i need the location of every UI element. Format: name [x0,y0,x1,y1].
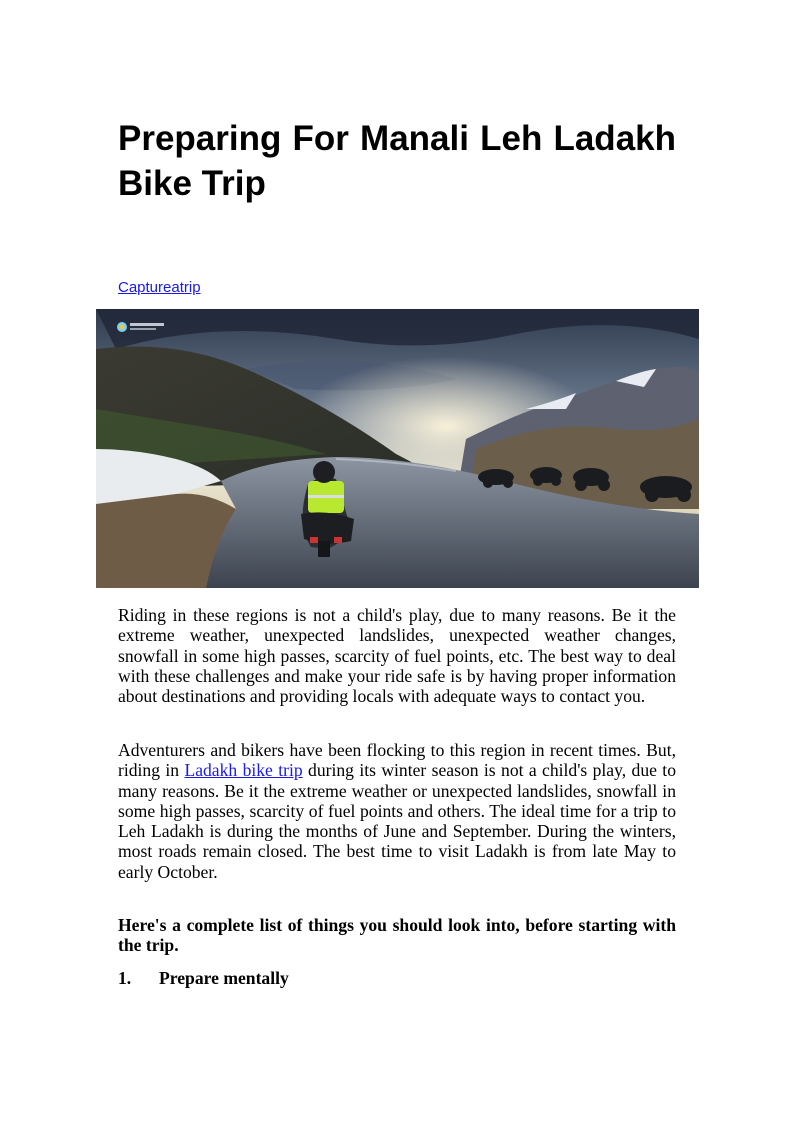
author-link[interactable]: Captureatrip [118,279,201,296]
list-intro-heading: Here's a complete list of things you should look into, before starting with the trip. [118,915,676,956]
list-item-number: 1. [118,968,132,988]
article-title: Preparing For Manali Leh Ladakh Bike Trip [118,119,676,203]
paragraph-2 [118,740,676,882]
paragraph-2-text-before: Adventurers and bikers have been flocking to this region in recent times. But, riding in [118,740,676,781]
hero-photo [96,309,699,588]
list-item [118,968,676,988]
paragraph-2-text-after: during its winter season is not a child's play, due to many reasons. Be it the extreme weather or unexpected landslides, snowfall in some high passes, scarcity of fuel points and others. The ideal time for a trip to Leh Ladakh is during the months of June and September. During the winters, most roads remain closed. The best time to visit Ladakh is from late May to early October. [118,760,676,882]
paragraph-1: Riding in these regions is not a child's play, due to many reasons. Be it the extreme weather, unexpected landslides, unexpected weather changes, snowfall in some high passes, scarcity of fuel points, etc. The best way to deal with these challenges and make your ride safe is by having proper information about destinations and providing locals with adequate ways to contact you. [118,605,676,707]
ladakh-bike-trip-link[interactable]: Ladakh bike trip [184,760,303,781]
list-item-label: Prepare mentally [159,968,289,988]
